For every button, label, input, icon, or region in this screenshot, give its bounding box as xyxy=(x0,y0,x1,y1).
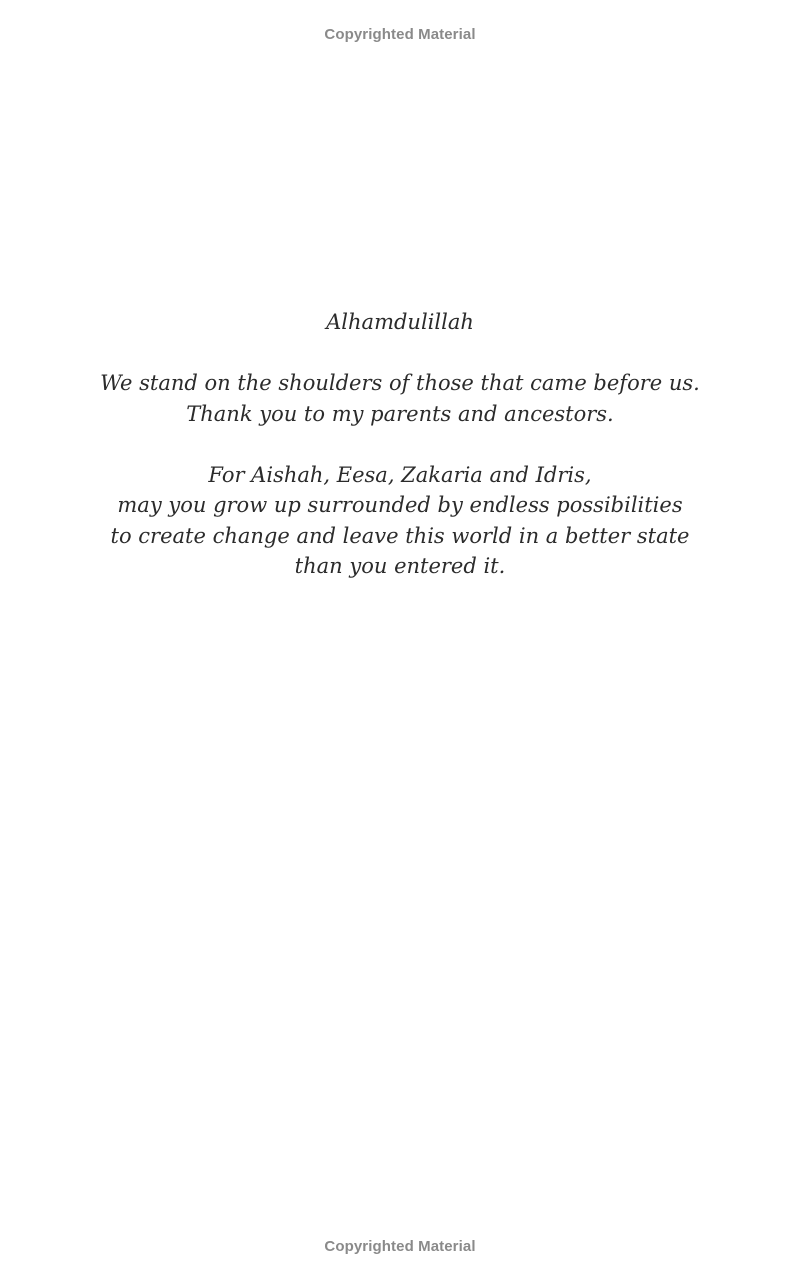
copyright-watermark-top: Copyrighted Material xyxy=(324,26,476,43)
paragraph-gap xyxy=(0,338,800,369)
dedication-line: We stand on the shoulders of those that came before us. xyxy=(100,371,700,395)
dedication-line: Thank you to my parents and ancestors. xyxy=(186,401,614,426)
copyright-watermark-bottom: Copyrighted Material xyxy=(324,1238,476,1255)
dedication-line: may you grow up surrounded by endless possibilities xyxy=(117,493,683,517)
paragraph-gap xyxy=(0,429,800,460)
dedication-line: to create change and leave this world in a better state xyxy=(110,523,690,548)
dedication-block xyxy=(0,307,800,582)
dedication-line: than you entered it. xyxy=(294,554,506,578)
dedication-heading: Alhamdulillah xyxy=(326,310,474,334)
dedication-line: For Aishah, Eesa, Zakaria and Idris, xyxy=(208,462,592,487)
